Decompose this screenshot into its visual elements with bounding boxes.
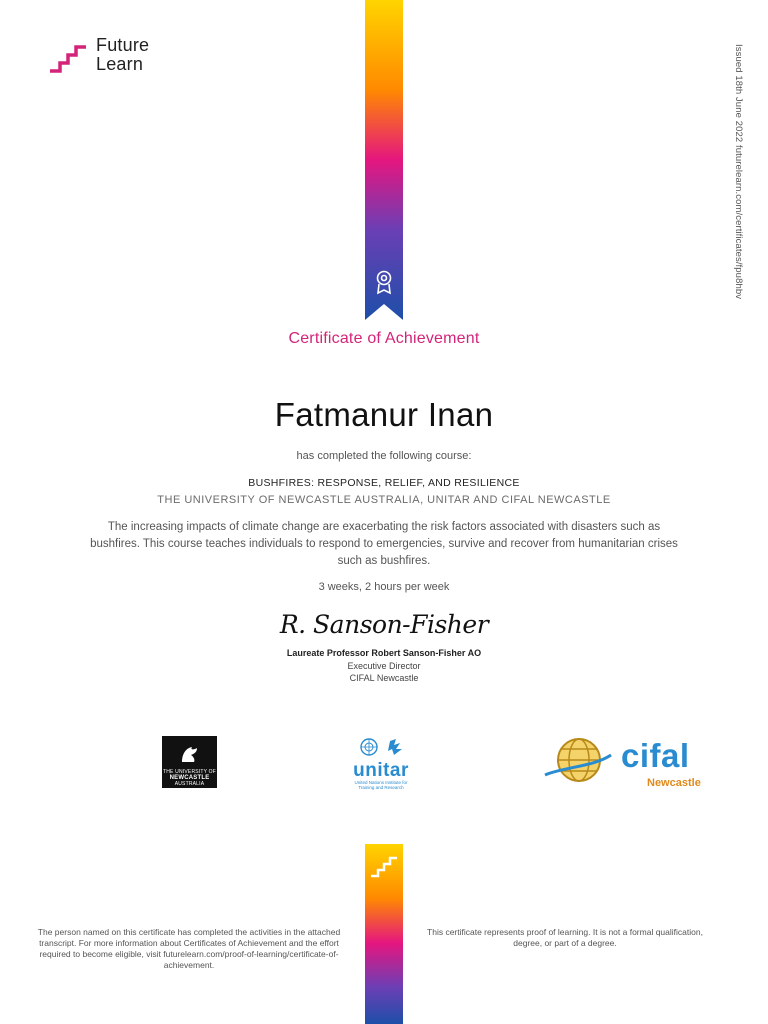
completed-text: has completed the following course: xyxy=(296,450,472,462)
uon-crest-icon xyxy=(179,744,201,764)
footer-left-note: The person named on this certificate has completed the activities in the attached transcript. For more information about Certificates of Achievement and the effort required to become eligible, visit futurelearn.com/proof-of-learning/certificate-of-achievement. xyxy=(37,927,341,970)
cifal-wordmark: cifal xyxy=(621,737,690,774)
course-description: The increasing impacts of climate change are exacerbating the risk factors associated with disasters such as bushfires. This course teaches individuals to respond to emergencies, survive and recover from humanitarian crises such as bushfires. xyxy=(90,521,678,567)
signature: R. Sanson-Fisher xyxy=(279,610,489,639)
cifal-subtitle: Newcastle xyxy=(647,777,701,789)
university-of-newcastle-logo xyxy=(162,736,217,788)
course-name: BUSHFIRES: RESPONSE, RELIEF, AND RESILIENCE xyxy=(248,477,520,489)
ribbon-top xyxy=(365,0,403,320)
cifal-globe-icon xyxy=(543,735,613,787)
futurelearn-stairs-icon xyxy=(48,37,88,73)
cifal-newcastle-logo xyxy=(543,735,703,791)
logo-wordmark xyxy=(96,36,149,74)
footer-right-note: This certificate represents proof of learning. It is not a formal qualification, degree, or part of a degree. xyxy=(427,927,703,948)
certificate-title: Certificate of Achievement xyxy=(288,330,480,347)
futurelearn-logo xyxy=(48,36,149,74)
signatory-name: Laureate Professor Robert Sanson-Fisher AO xyxy=(286,648,482,658)
course-organisations: THE UNIVERSITY OF NEWCASTLE AUSTRALIA, UNITAR AND CIFAL NEWCASTLE xyxy=(157,494,611,506)
ribbon-bottom xyxy=(365,844,403,1024)
recipient-name: Fatmanur Inan xyxy=(274,396,494,433)
issued-info: Issued 18th June 2022 futurelearn.com/certificates/fpu8hbv xyxy=(733,44,744,300)
unitar-wordmark: unitar xyxy=(353,760,409,781)
uon-line-2: NEWCASTLE xyxy=(169,775,210,781)
signatory-title: Executive Director xyxy=(347,661,421,671)
signatory-organisation: CIFAL Newcastle xyxy=(349,673,419,683)
un-emblem-icon xyxy=(352,737,410,757)
course-duration: 3 weeks, 2 hours per week xyxy=(318,581,450,593)
logo-line-1: Future xyxy=(96,35,150,55)
logo-line-2: Learn xyxy=(96,54,144,74)
uon-line-1: THE UNIVERSITY OF xyxy=(162,769,217,775)
unitar-subtitle: United Nations Institute for Training and Research xyxy=(354,780,408,790)
uon-line-3: AUSTRALIA xyxy=(174,781,205,787)
unitar-logo xyxy=(350,737,412,789)
